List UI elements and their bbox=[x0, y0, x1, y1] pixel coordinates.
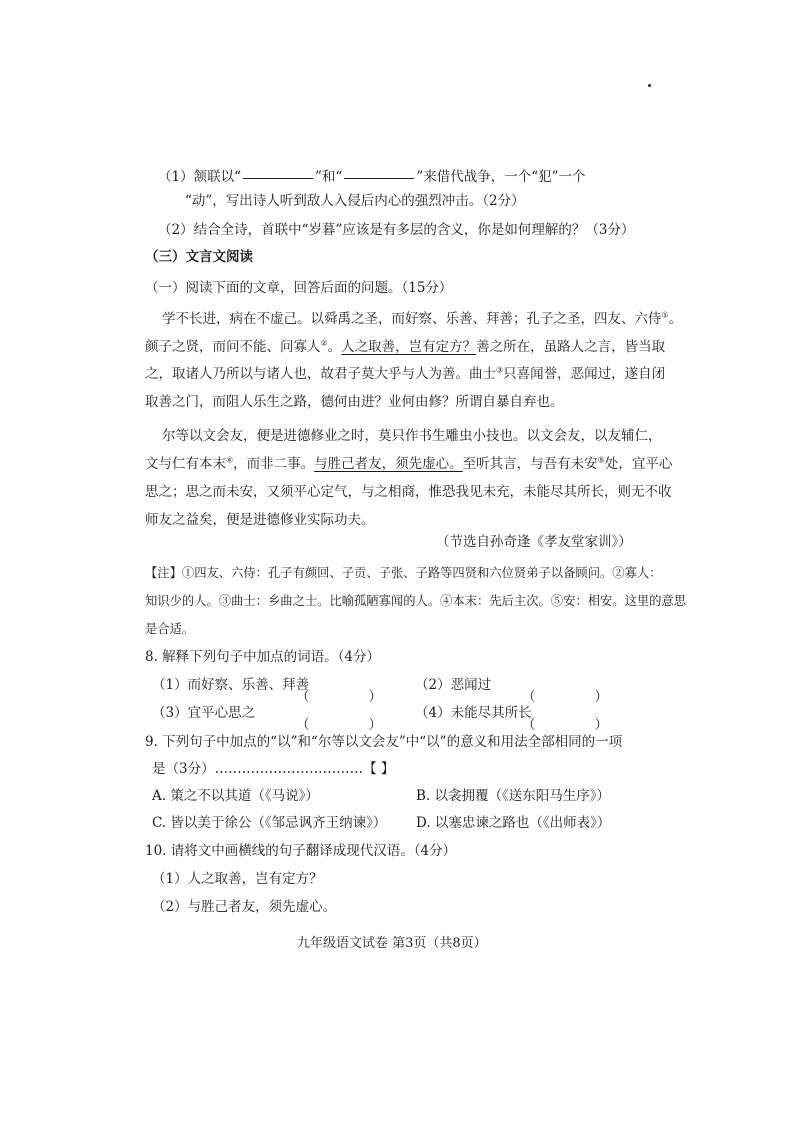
q8-item-1: （1）而好察、乐善、拜善 bbox=[152, 677, 310, 693]
note-line-1: 【注】①四友、六侍：孔子有颜回、子贡、子张、子路等四贤和六位贤弟子以备顾问。②寡人： bbox=[145, 566, 662, 580]
page-footer: 九年级语文试卷 第3页（共8页） bbox=[297, 936, 487, 951]
note-line-3: 是合适。 bbox=[145, 622, 195, 636]
passage-line-6: 文与仁有本末④，而非二事。与胜己者友，须先虚心。至听其言，与吾有未安⑤处，宜平心 bbox=[145, 455, 673, 472]
q10-item-1: （1）人之取善，岂有定方？ bbox=[152, 871, 323, 887]
q7-part1-line2: “动”，写出诗人听到敌人入侵后内心的强烈冲击。（2分） bbox=[185, 193, 525, 209]
q7-part1-mid: ”和“ bbox=[315, 169, 343, 185]
q7-part1-line1 bbox=[158, 165, 586, 185]
passage-line-5: 尔等以文会友，便是进德修业之时，莫只作书生雕虫小技也。以文会友，以友辅仁， bbox=[162, 428, 662, 444]
answer-blank-1[interactable] bbox=[243, 177, 313, 179]
passage-line-2: 颜子之贤，而问不能、问寡人②。人之取善，岂有定方？善之所在，虽路人之言，皆当取 bbox=[145, 338, 666, 355]
q7-part1-prefix: （1）颔联以“ bbox=[158, 169, 241, 185]
note-line-2: 知识少的人。③曲士：乡曲之士。比喻孤陋寡闻的人。④本末：先后主次。⑤安：相安。这里的意思 bbox=[145, 594, 687, 608]
scan-speck bbox=[648, 84, 651, 87]
q7-part1-suffix: ”来借代战争，一个“犯”一个 bbox=[416, 169, 586, 185]
underlined-sentence-1: 人之取善，岂有定方？ bbox=[341, 339, 477, 355]
q8-answer-1[interactable]: （ ） bbox=[296, 689, 382, 705]
q8-item-4: （4）未能尽其所长 bbox=[415, 705, 532, 721]
passage-line-1: 学不长进，病在不虚己。以舜禹之圣，而好察、乐善、拜善；孔子之圣，四友、六侍①。 bbox=[162, 310, 683, 327]
passage-source: （节选自孙奇逢《孝友堂家训》） bbox=[436, 534, 632, 550]
answer-blank-2[interactable] bbox=[344, 177, 414, 179]
q9-option-a[interactable]: A. 策之不以其道（《马说》） bbox=[152, 788, 319, 804]
q10-stem: 10. 请将文中画横线的句子翻译成现代汉语。（4分） bbox=[145, 843, 457, 859]
q8-answer-4[interactable]: （ ） bbox=[522, 717, 608, 733]
passage-line-4: 取善之门，而阻人乐生之路，德何由进？业何由修？所谓自暴自弃也。 bbox=[145, 394, 564, 410]
passage-line-7: 思之；思之而未安，又须平心定气，与之相商，惟恐我见未充，未能尽其所长，则无不收 bbox=[145, 484, 672, 500]
q9-option-c[interactable]: C. 皆以美于徐公（《邹忌讽齐王纳谏》） bbox=[152, 815, 387, 831]
passage-line-8: 师友之益矣，便是进德修业实际功夫。 bbox=[145, 512, 375, 528]
q9-option-b[interactable]: B. 以衾拥覆（《送东阳马生序》） bbox=[416, 788, 611, 804]
section-heading-classical: （三）文言文阅读 bbox=[145, 249, 253, 265]
q10-item-2: （2）与胜己者友，须先虚心。 bbox=[152, 899, 337, 915]
q8-answer-2[interactable]: （ ） bbox=[522, 689, 608, 705]
q8-item-3: （3）宜平心思之 bbox=[152, 705, 256, 721]
underlined-sentence-2: 与胜己者友，须先虚心。 bbox=[314, 456, 463, 472]
q7-part2: （2）结合全诗，首联中“岁暮”应该是有多层的含义，你是如何理解的？（3分） bbox=[158, 222, 635, 238]
q9-option-d[interactable]: D. 以塞忠谏之路也（《出师表》） bbox=[416, 815, 611, 831]
reading-instruction: （一）阅读下面的文章，回答后面的问题。（15分） bbox=[145, 280, 453, 296]
q8-item-2: （2）恶闻过 bbox=[415, 677, 492, 693]
q9-stem: 9. 下列句子中加点的“以”和“尔等以文会友”中“以”的意义和用法全部相同的一项 bbox=[145, 734, 623, 750]
passage-line-3: 之，取诸人乃所以与诸人也，故君子莫大乎与人为善。曲士③只喜闻誉，恶闻过，遂自闭 bbox=[145, 365, 666, 382]
q9-stem-line2: 是（3分）……………………………【 】 bbox=[152, 761, 395, 777]
q8-answer-3[interactable]: （ ） bbox=[296, 717, 382, 733]
q8-stem: 8. 解释下列句子中加点的词语。（4分） bbox=[145, 649, 381, 665]
